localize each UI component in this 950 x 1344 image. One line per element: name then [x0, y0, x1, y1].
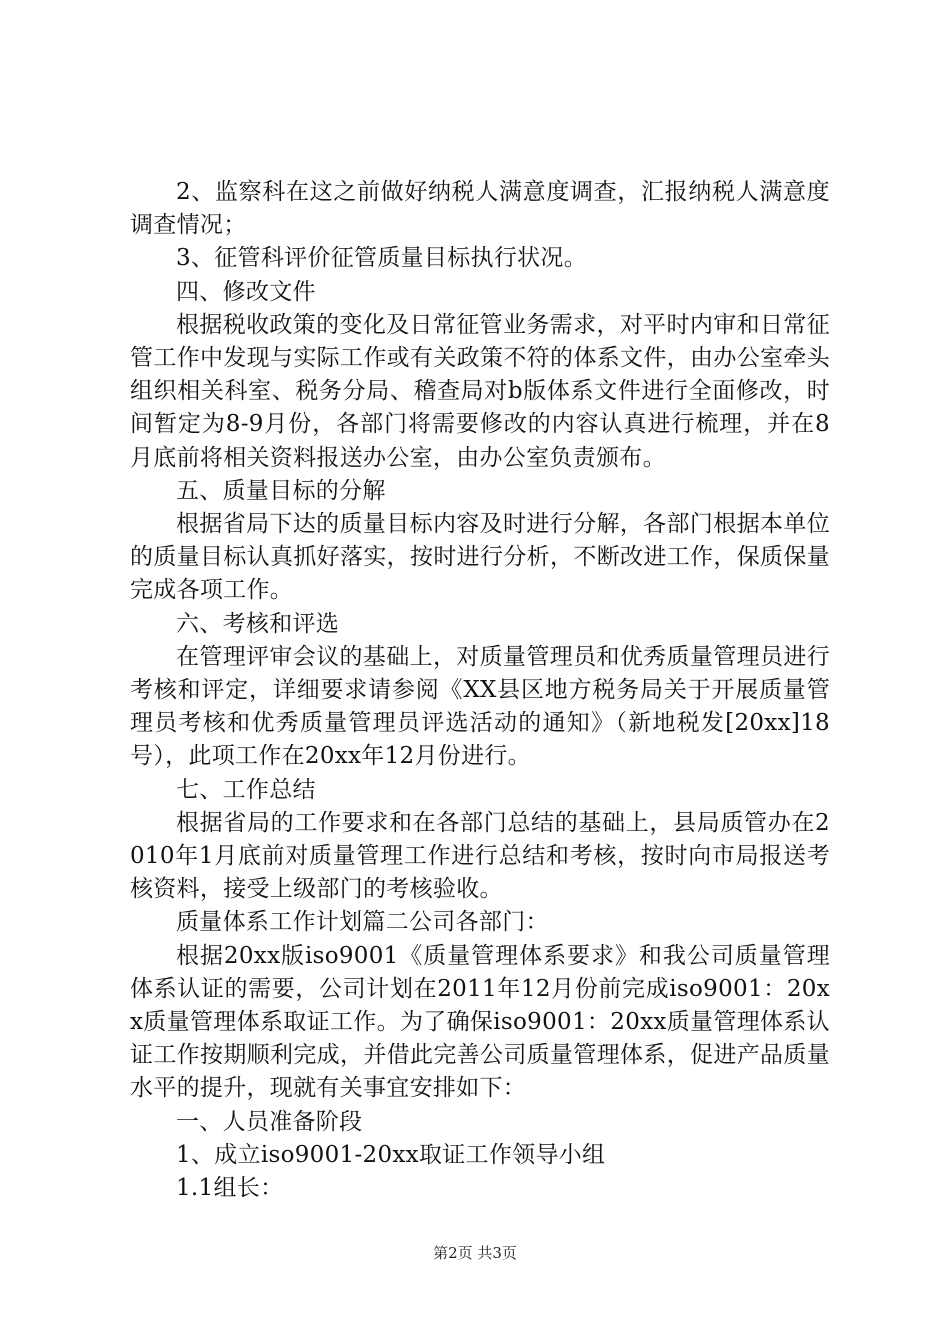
paragraph-quality-goal-breakdown: 根据省局下达的质量目标内容及时进行分解，各部门根据本单位的质量目标认真抓好落实，按时进行分析，不断改进工作，保质保量完成各项工作。 — [130, 511, 830, 604]
paragraph-assessment: 在管理评审会议的基础上，对质量管理员和优秀质量管理员进行考核和评定，详细要求请参阅《XX县区地方税务局关于开展质量管理员考核和优秀质量管理员评选活动的通知》（新地税发[20xx]18号），此项工作在20xx年12月份进行。 — [130, 643, 830, 770]
section-heading-assessment: 六、考核和评选 — [176, 610, 340, 637]
paragraph-item-3: 3、征管科评价征管质量目标执行状况。 — [176, 245, 588, 272]
paragraph-work-summary: 根据省局的工作要求和在各部门总结的基础上，县局质管办在2010年1月底前对质量管理工作进行总结和考核，按时向市局报送考核资料，接受上级部门的考核验收。 — [130, 809, 830, 903]
section-heading-personnel-prep: 一、人员准备阶段 — [176, 1108, 363, 1135]
list-item-group-leader: 1.1组长： — [176, 1175, 284, 1202]
paragraph-iso-plan: 根据20xx版iso9001《质量管理体系要求》和我公司质量管理体系认证的需要，公司计划在2011年12月份前完成iso9001：20xx质量管理体系取证工作。为了确保iso9001：20xx质量管理体系认证工作按期顺利完成，并借此完善公司质量管理体系，促进产品质量水平的提升，现就有关事宜安排如下： — [130, 942, 830, 1102]
document-body — [130, 176, 830, 1205]
paragraph-modify-documents: 根据税收政策的变化及日常征管业务需求，对平时内审和日常征管工作中发现与实际工作或有关政策不符的体系文件，由办公室牵头组织相关科室、税务分局、稽查局对b版体系文件进行全面修改，时间暂定为8-9月份，各部门将需要修改的内容认真进行梳理，并在8月底前将相关资料报送办公室，由办公室负责颁布。 — [130, 311, 830, 471]
section-heading-work-summary: 七、工作总结 — [176, 776, 316, 803]
page-number-footer: 第2页 共3页 — [433, 1244, 517, 1262]
section-heading-modify-documents: 四、修改文件 — [176, 278, 316, 305]
paragraph-item-2: 2、监察科在这之前做好纳税人满意度调查，汇报纳税人满意度调查情况； — [130, 179, 830, 239]
section-heading-quality-goal-breakdown: 五、质量目标的分解 — [176, 477, 386, 504]
list-item-leading-group: 1、成立iso9001-20xx取证工作领导小组 — [176, 1141, 606, 1168]
part-two-title: 质量体系工作计划篇二公司各部门： — [176, 909, 549, 936]
